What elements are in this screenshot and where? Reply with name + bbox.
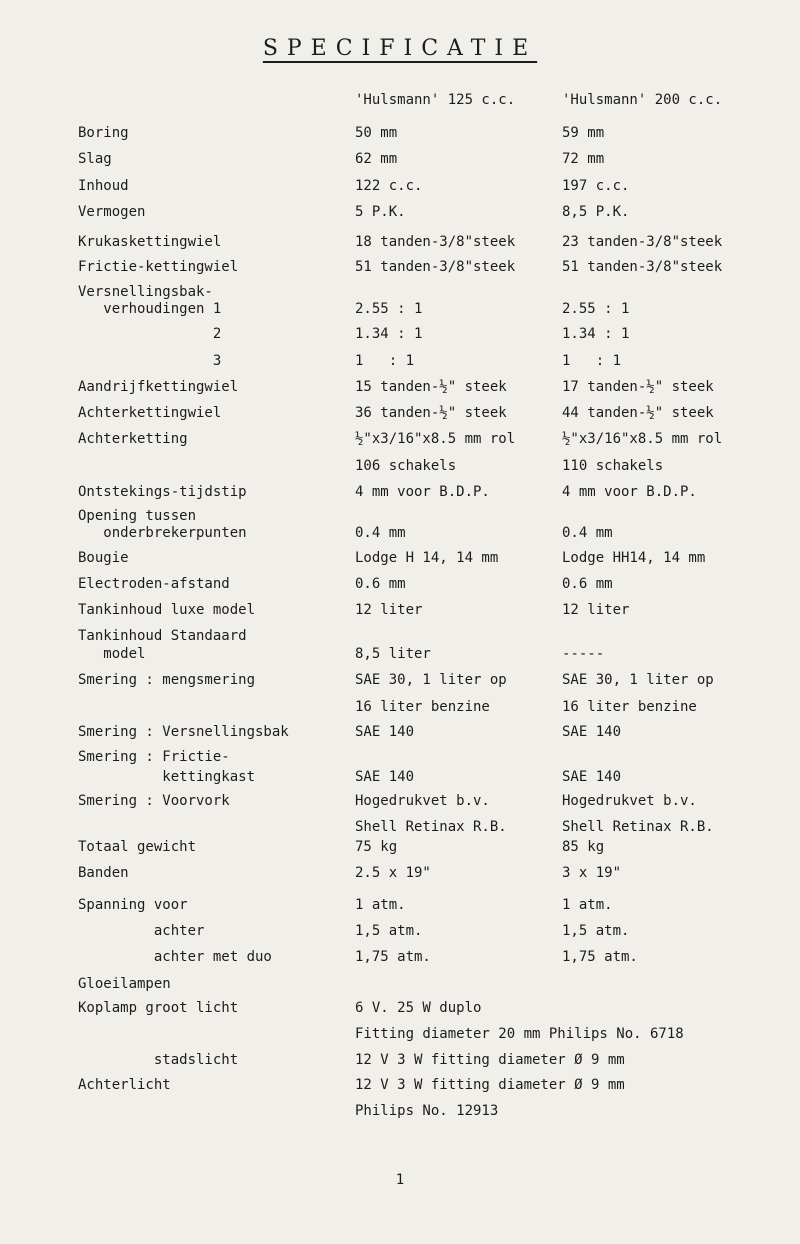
value-125cc: 0.4 mm — [355, 525, 406, 541]
value-125cc: Fitting diameter 20 mm Philips No. 6718 — [355, 1026, 684, 1042]
value-125cc: 62 mm — [355, 151, 398, 167]
spec-label: achter — [78, 923, 205, 939]
spec-label: Koplamp groot licht — [78, 1000, 239, 1016]
value-125cc: 75 kg — [355, 839, 398, 855]
value-200cc: 1,75 atm. — [562, 949, 638, 965]
spec-label: verhoudingen 1 — [78, 301, 222, 317]
value-125cc: 1,75 atm. — [355, 949, 431, 965]
spec-label: kettingkast — [78, 769, 256, 785]
value-200cc: 3 x 19" — [562, 865, 622, 881]
value-125cc: 1 atm. — [355, 897, 406, 913]
spec-label: Smering : Voorvork — [78, 793, 230, 809]
spec-label: Gloeilampen — [78, 976, 171, 992]
value-125cc: 5 P.K. — [355, 204, 406, 220]
value-200cc: 72 mm — [562, 151, 605, 167]
value-125cc: 0.6 mm — [355, 576, 406, 592]
spec-label: Smering : Frictie- — [78, 749, 230, 765]
value-200cc: Hogedrukvet b.v. — [562, 793, 697, 809]
spec-label: Achterkettingwiel — [78, 405, 222, 421]
spec-label: Tankinhoud luxe model — [78, 602, 256, 618]
value-125cc: 15 tanden-½" steek — [355, 379, 507, 395]
page-number: 1 — [395, 1172, 405, 1188]
value-200cc: 4 mm voor B.D.P. — [562, 484, 697, 500]
spec-label: Tankinhoud Standaard — [78, 628, 247, 644]
value-200cc: SAE 140 — [562, 724, 622, 740]
value-125cc: 12 V 3 W fitting diameter Ø 9 mm — [355, 1077, 625, 1093]
spec-label: Achterketting — [78, 431, 188, 447]
value-200cc: 44 tanden-½" steek — [562, 405, 714, 421]
spec-label: Achterlicht — [78, 1077, 171, 1093]
spec-label: onderbrekerpunten — [78, 525, 247, 541]
value-125cc: 12 V 3 W fitting diameter Ø 9 mm — [355, 1052, 625, 1068]
spec-label: Totaal gewicht — [78, 839, 197, 855]
value-200cc: ½"x3/16"x8.5 mm rol — [562, 431, 723, 447]
value-200cc: Shell Retinax R.B. — [562, 819, 714, 835]
spec-label: Smering : mengsmering — [78, 672, 256, 688]
value-125cc: 51 tanden-3/8"steek — [355, 259, 516, 275]
value-200cc: 0.4 mm — [562, 525, 613, 541]
spec-label: Inhoud — [78, 178, 129, 194]
value-125cc: 18 tanden-3/8"steek — [355, 234, 516, 250]
value-125cc: 6 V. 25 W duplo — [355, 1000, 482, 1016]
value-200cc: 1,5 atm. — [562, 923, 630, 939]
spec-label: Boring — [78, 125, 129, 141]
value-200cc: 23 tanden-3/8"steek — [562, 234, 723, 250]
value-125cc: ½"x3/16"x8.5 mm rol — [355, 431, 516, 447]
value-200cc: 197 c.c. — [562, 178, 630, 194]
spec-label: Smering : Versnellingsbak — [78, 724, 289, 740]
page-title: SPECIFICATIE — [262, 36, 538, 61]
value-200cc: 1 : 1 — [562, 353, 622, 369]
spec-label: Banden — [78, 865, 129, 881]
value-200cc: 59 mm — [562, 125, 605, 141]
value-125cc: 1.34 : 1 — [355, 326, 423, 342]
spec-label: Bougie — [78, 550, 129, 566]
spec-label: model — [78, 646, 146, 662]
value-125cc: 8,5 liter — [355, 646, 431, 662]
value-200cc: 0.6 mm — [562, 576, 613, 592]
spec-label: achter met duo — [78, 949, 272, 965]
spec-label: Slag — [78, 151, 112, 167]
value-125cc: SAE 140 — [355, 724, 415, 740]
value-125cc: Lodge H 14, 14 mm — [355, 550, 499, 566]
spec-label: Versnellingsbak- — [78, 284, 213, 300]
spec-label: 3 — [78, 353, 222, 369]
value-200cc: 12 liter — [562, 602, 630, 618]
value-125cc: 1 : 1 — [355, 353, 415, 369]
value-125cc: 2.55 : 1 — [355, 301, 423, 317]
value-200cc: 1 atm. — [562, 897, 613, 913]
column-header-125cc: 'Hulsmann' 125 c.c. — [355, 92, 516, 108]
value-200cc: 8,5 P.K. — [562, 204, 630, 220]
spec-label: Electroden-afstand — [78, 576, 230, 592]
value-125cc: SAE 140 — [355, 769, 415, 785]
spec-label: Krukaskettingwiel — [78, 234, 222, 250]
value-200cc: ----- — [562, 646, 605, 662]
value-200cc: 51 tanden-3/8"steek — [562, 259, 723, 275]
spec-label: Opening tussen — [78, 508, 197, 524]
value-125cc: 36 tanden-½" steek — [355, 405, 507, 421]
value-125cc: 4 mm voor B.D.P. — [355, 484, 490, 500]
value-125cc: 2.5 x 19" — [355, 865, 431, 881]
value-200cc: SAE 140 — [562, 769, 622, 785]
spec-label: Vermogen — [78, 204, 146, 220]
value-200cc: 17 tanden-½" steek — [562, 379, 714, 395]
value-200cc: 16 liter benzine — [562, 699, 697, 715]
value-200cc: 2.55 : 1 — [562, 301, 630, 317]
column-header-200cc: 'Hulsmann' 200 c.c. — [562, 92, 723, 108]
value-125cc: 12 liter — [355, 602, 423, 618]
value-125cc: 106 schakels — [355, 458, 457, 474]
value-125cc: 50 mm — [355, 125, 398, 141]
value-125cc: Hogedrukvet b.v. — [355, 793, 490, 809]
value-200cc: 1.34 : 1 — [562, 326, 630, 342]
spec-label: Frictie-kettingwiel — [78, 259, 239, 275]
spec-label: 2 — [78, 326, 222, 342]
spec-label: Aandrijfkettingwiel — [78, 379, 239, 395]
value-125cc: 122 c.c. — [355, 178, 423, 194]
value-125cc: 1,5 atm. — [355, 923, 423, 939]
spec-label: stadslicht — [78, 1052, 239, 1068]
value-125cc: SAE 30, 1 liter op — [355, 672, 507, 688]
value-125cc: Philips No. 12913 — [355, 1103, 499, 1119]
value-125cc: Shell Retinax R.B. — [355, 819, 507, 835]
spec-label: Ontstekings-tijdstip — [78, 484, 247, 500]
spec-label: Spanning voor — [78, 897, 188, 913]
value-125cc: 16 liter benzine — [355, 699, 490, 715]
value-200cc: Lodge HH14, 14 mm — [562, 550, 706, 566]
value-200cc: SAE 30, 1 liter op — [562, 672, 714, 688]
value-200cc: 85 kg — [562, 839, 605, 855]
value-200cc: 110 schakels — [562, 458, 664, 474]
